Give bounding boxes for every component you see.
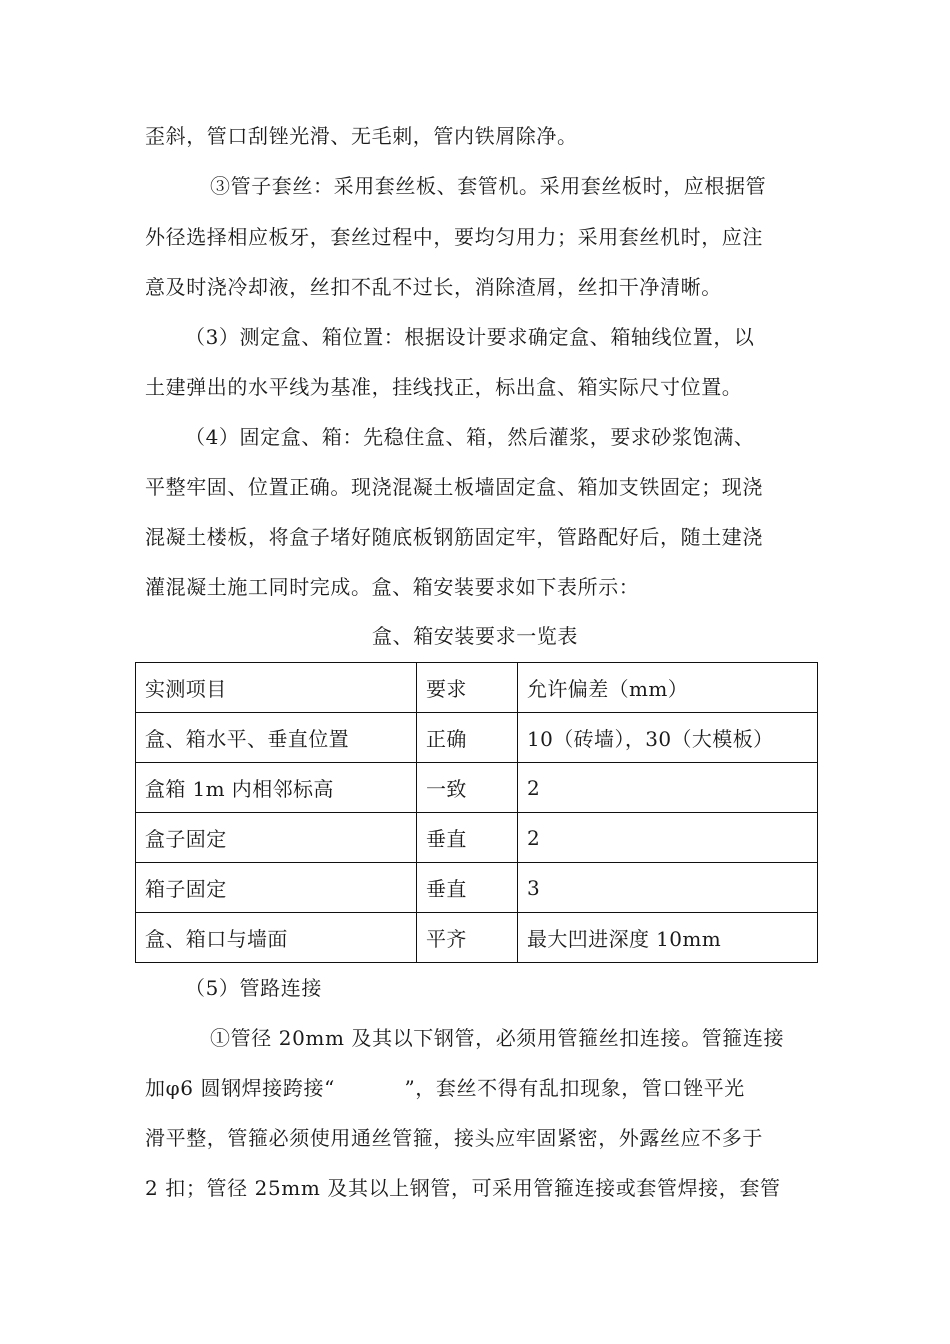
- table-cell: 3: [518, 863, 818, 913]
- header-cell: 允许偏差（mm）: [518, 663, 818, 713]
- table-row: [136, 713, 818, 763]
- table-cell: 一致: [417, 763, 518, 813]
- paragraph-line: ③管子套丝：采用套丝板、套管机。采用套丝板时，应根据管: [210, 174, 767, 198]
- table-header-row: [136, 663, 818, 713]
- section-heading: （5）管路连接: [185, 976, 322, 1000]
- paragraph-line: 灌混凝土施工同时完成。盒、箱安装要求如下表所示：: [145, 575, 640, 599]
- header-cell: 要求: [417, 663, 518, 713]
- table-cell: 最大凹进深度 10mm: [518, 913, 818, 963]
- paragraph-line: 土建弹出的水平线为基准，挂线找正，标出盒、箱实际尺寸位置。: [145, 375, 743, 399]
- table-cell: 盒箱 1m 内相邻标高: [136, 763, 417, 813]
- paragraph-line: （4）固定盒、箱：先稳住盒、箱，然后灌浆，要求砂浆饱满、: [185, 425, 755, 449]
- table-caption: 盒、箱安装要求一览表: [372, 624, 578, 648]
- table-cell: 10（砖墙），30（大模板）: [518, 713, 818, 763]
- paragraph-line: 混凝土楼板，将盒子堵好随底板钢筋固定牢，管路配好后，随土建浇: [145, 525, 763, 549]
- table-row: [136, 813, 818, 863]
- table-cell: 2: [518, 813, 818, 863]
- header-cell: 实测项目: [136, 663, 417, 713]
- paragraph-line: 意及时浇冷却液，丝扣不乱不过长，消除渣屑，丝扣干净清晰。: [145, 275, 722, 299]
- paragraph-line: 滑平整，管箍必须使用通丝管箍，接头应牢固紧密，外露丝应不多于: [145, 1126, 763, 1150]
- paragraph-line: 加φ6 圆钢焊接跨接“ ”，套丝不得有乱扣现象，管口锉平光: [145, 1076, 745, 1100]
- table-cell: 平齐: [417, 913, 518, 963]
- table-cell: 正确: [417, 713, 518, 763]
- table-cell: 盒、箱口与墙面: [136, 913, 417, 963]
- table-cell: 箱子固定: [136, 863, 417, 913]
- table-row: [136, 913, 818, 963]
- paragraph-line: 平整牢固、位置正确。现浇混凝土板墙固定盒、箱加支铁固定；现浇: [145, 475, 763, 499]
- table-cell: 垂直: [417, 813, 518, 863]
- paragraph-line: 2 扣；管径 25mm 及其以上钢管，可采用管箍连接或套管焊接，套管: [145, 1176, 781, 1200]
- table-cell: 盒子固定: [136, 813, 417, 863]
- table-cell: 盒、箱水平、垂直位置: [136, 713, 417, 763]
- table-row: [136, 863, 818, 913]
- table-row: [136, 763, 818, 813]
- requirements-table: [135, 662, 818, 963]
- paragraph-line: 歪斜，管口刮锉光滑、无毛刺，管内铁屑除净。: [145, 124, 578, 148]
- table-cell: 2: [518, 763, 818, 813]
- table-cell: 垂直: [417, 863, 518, 913]
- paragraph-line: ①管径 20mm 及其以下钢管，必须用管箍丝扣连接。管箍连接: [210, 1026, 785, 1050]
- paragraph-line: （3）测定盒、箱位置：根据设计要求确定盒、箱轴线位置，以: [185, 325, 755, 349]
- paragraph-line: 外径选择相应板牙，套丝过程中，要均匀用力；采用套丝机时，应注: [145, 225, 763, 249]
